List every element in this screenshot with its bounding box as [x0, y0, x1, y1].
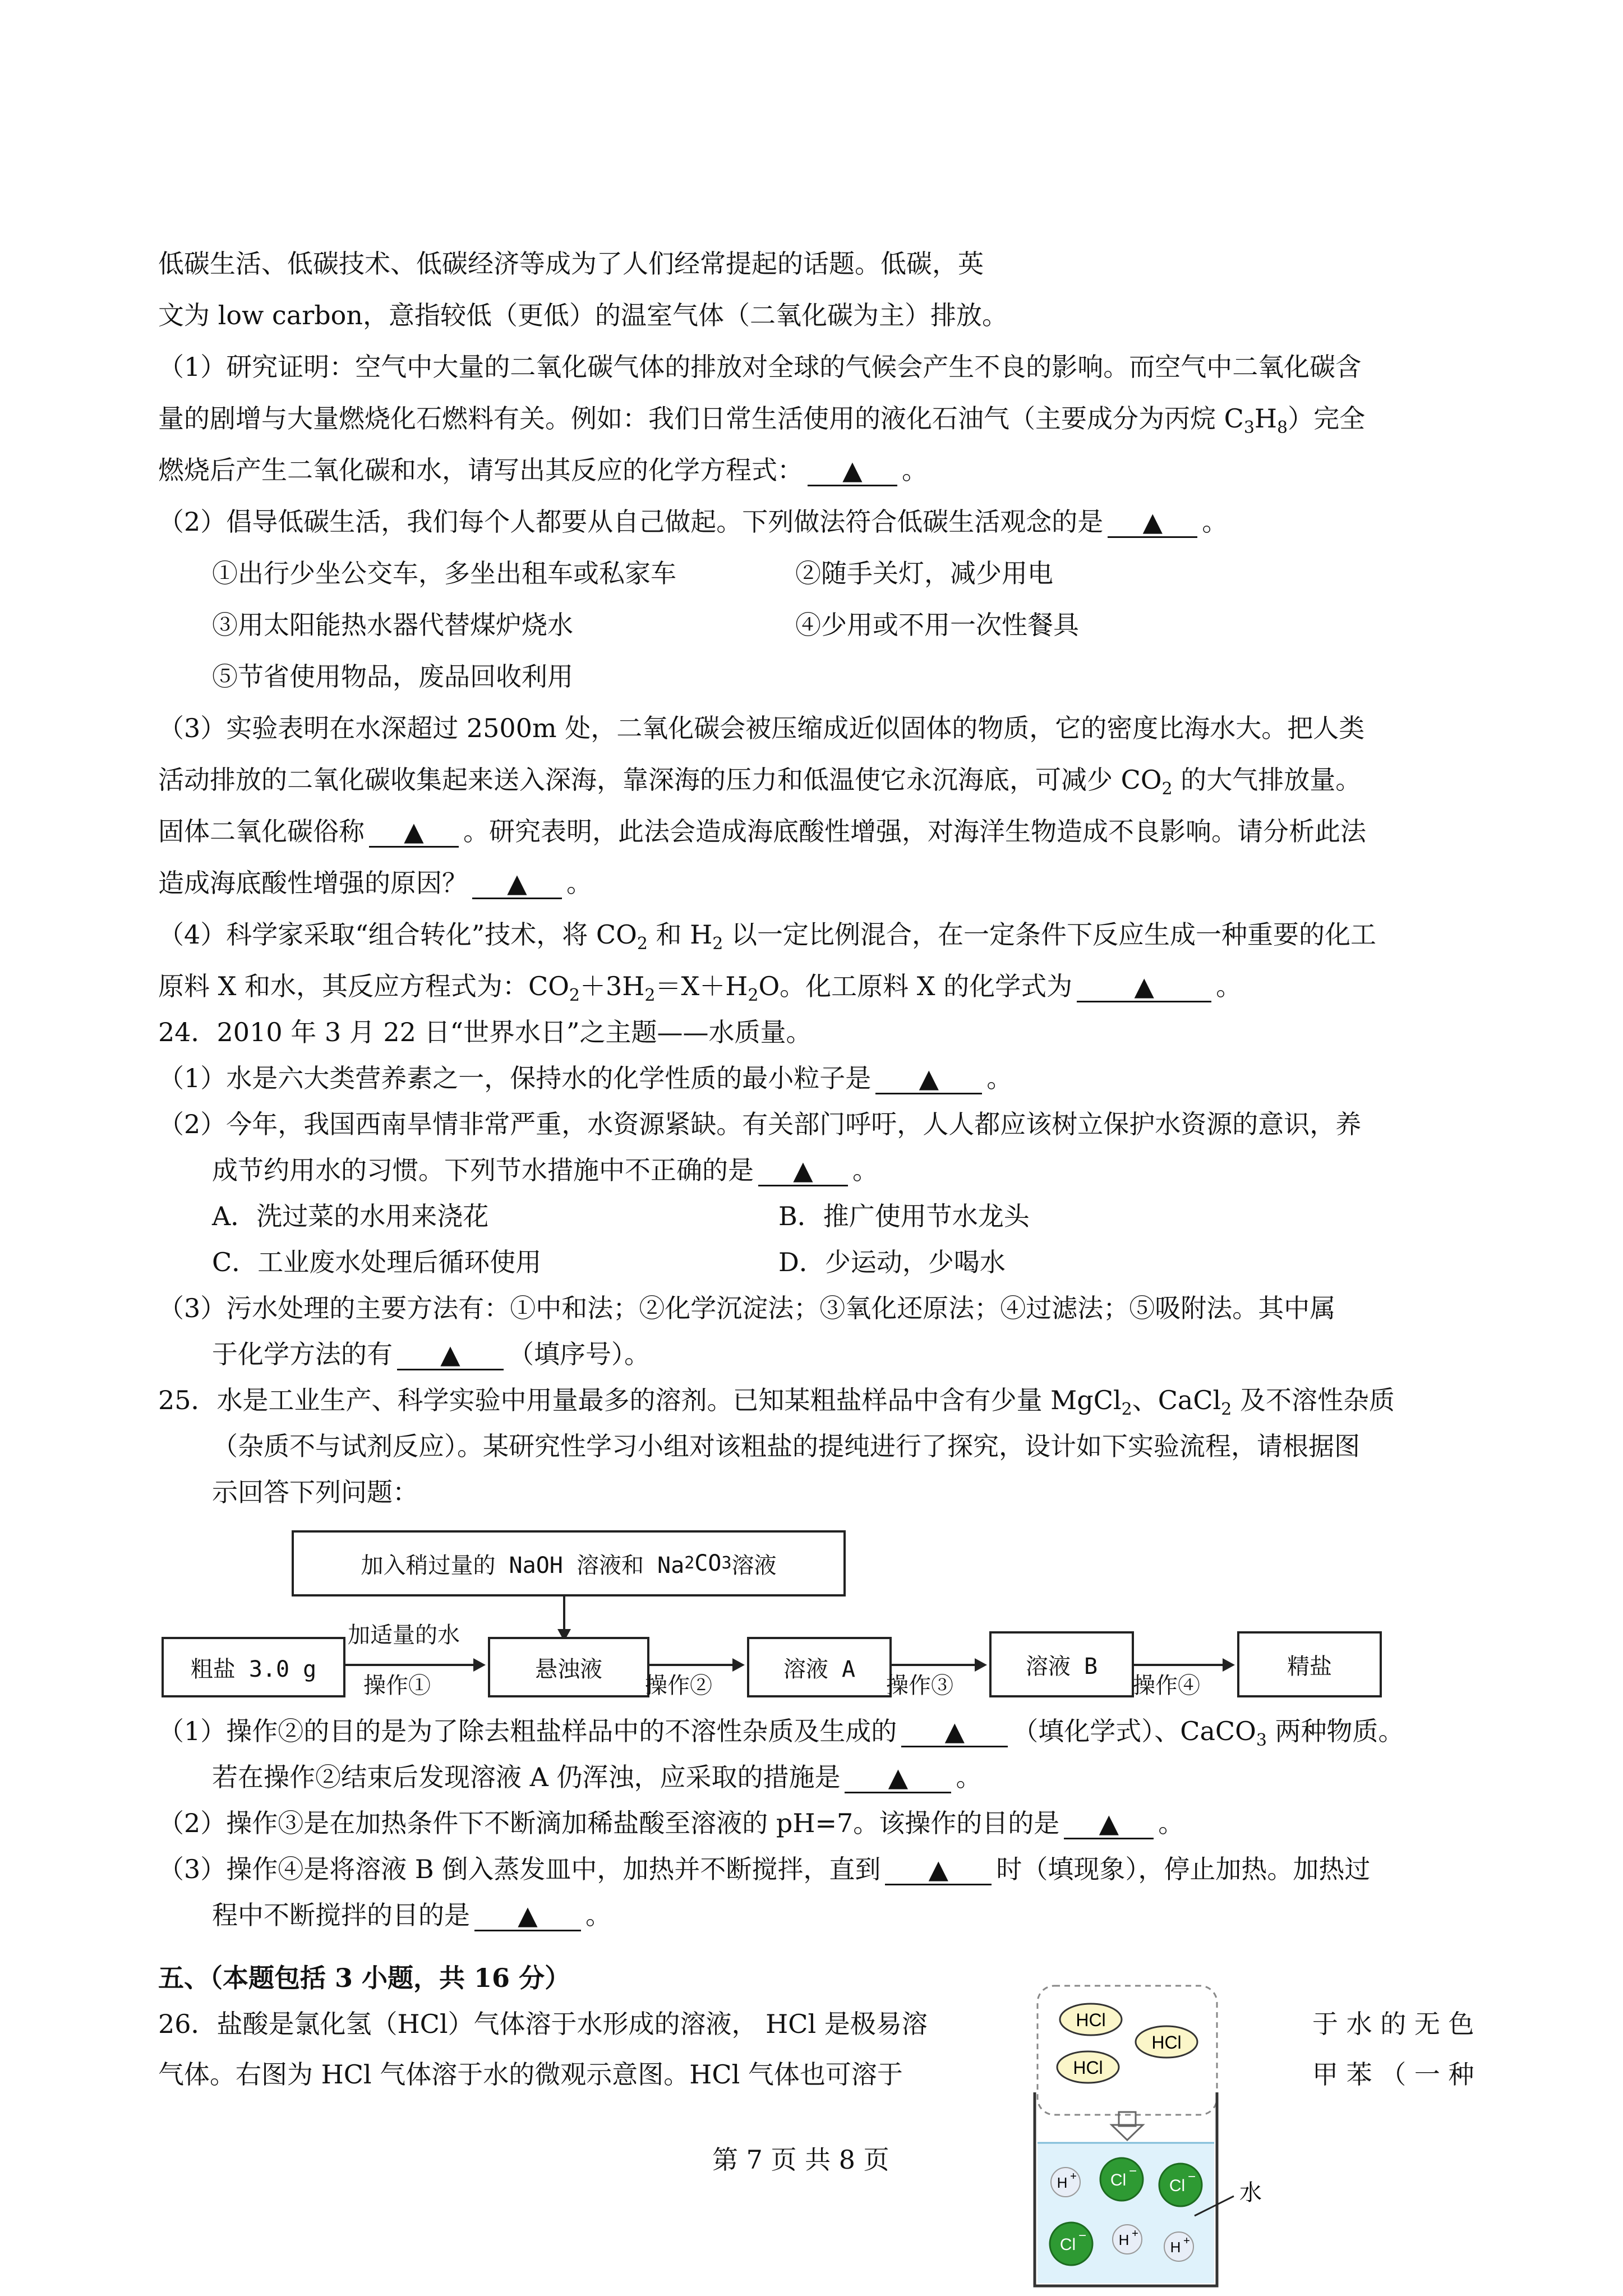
svg-text:+: + [1070, 2170, 1077, 2183]
q25-1-line-2: 若在操作②结束后发现溶液 A 仍浑浊，应采取的措施是 ▲ 。 [212, 1762, 982, 1792]
hcl-molecule [1060, 2004, 1122, 2035]
svg-text:HCl: HCl [1073, 2058, 1103, 2078]
flow-reagent-box: 加入稍过量的 NaOH 溶液和 Na 2 CO 3 溶液 [292, 1530, 846, 1596]
answer-blank[interactable]: ▲ [808, 455, 897, 486]
flow-box-refined-salt: 精盐 [1237, 1631, 1382, 1697]
flow-arrow-3 [889, 1664, 985, 1666]
answer-blank[interactable]: ▲ [885, 1855, 992, 1885]
answer-blank[interactable]: ▲ [758, 1156, 848, 1186]
answer-blank[interactable]: ▲ [1077, 972, 1211, 1002]
h-ion [1113, 2225, 1142, 2254]
q26-line-1-right: 于 水 的 无 色 [1312, 2009, 1474, 2039]
q24-3-line-2: 于化学方法的有 ▲ （填序号）。 [212, 1339, 650, 1369]
q24-1-line: （1）水是六大类营养素之一，保持水的化学性质的最小粒子是 ▲ 。 [158, 1063, 1013, 1093]
answer-blank[interactable]: ▲ [369, 817, 459, 848]
flow-arrow-4 [1132, 1664, 1233, 1666]
q25-3-line-2: 程中不断搅拌的目的是 ▲ 。 [212, 1900, 611, 1930]
q23-1-line-2: 量的剧增与大量燃烧化石燃料有关。例如：我们日常生活使用的液化石油气（主要成分为丙烷 $C_3H_8$）完全 [158, 403, 1366, 438]
q23-4-line-2: 原料 X 和水，其反应方程式为：$CO_2+3H_2=X+H_2O$。化工原料 X 的化学式为 ▲ 。 [158, 971, 1242, 1005]
q25-1-line-1: （1）操作②的目的是为了除去粗盐样品中的不溶性杂质及生成的 ▲ （填化学式）、CaCO$_3$ 两种物质。 [158, 1716, 1404, 1750]
answer-blank[interactable]: ▲ [875, 1064, 982, 1094]
h-ion [1164, 2232, 1193, 2261]
svg-text:H: H [1118, 2231, 1129, 2248]
q26-line-2-right: 甲 苯 （ 一 种 [1312, 2059, 1474, 2090]
hcl-molecule [1057, 2051, 1119, 2083]
svg-text:H: H [1057, 2174, 1068, 2191]
flow-box-crude-salt: 粗盐 3.0 g [162, 1637, 345, 1697]
answer-blank[interactable]: ▲ [397, 1340, 504, 1370]
q23-2-option-2: ②随手关灯，减少用电 [795, 558, 1053, 588]
flow-arrow-2 [647, 1664, 743, 1666]
intro-line-2: 文为 low carbon，意指较低（更低）的温室气体（二氧化碳为主）排放。 [158, 300, 1008, 330]
svg-text:−: − [1128, 2164, 1137, 2179]
water-label: 水 [1239, 2180, 1262, 2205]
h-ion [1051, 2168, 1080, 2197]
cl-ion [1159, 2164, 1202, 2206]
svg-text:−: − [1078, 2228, 1087, 2243]
q23-3-line-4: 造成海底酸性增强的原因？ ▲ 。 [158, 868, 592, 898]
svg-text:+: + [1132, 2228, 1138, 2240]
q25-line-1: 25．水是工业生产、科学实验中用量最多的溶剂。已知某粗盐样品中含有少量 MgCl$_2$、CaCl$_2$ 及不溶性杂质 [158, 1385, 1395, 1419]
q26-line-2-left: 气体。右图为 HCl 气体溶于水的微观示意图。HCl 气体也可溶于 [158, 2059, 903, 2090]
flow-box-solution-a: 溶液 A [747, 1637, 892, 1697]
q23-3-line-1: （3）实验表明在水深超过 2500m 处，二氧化碳会被压缩成近似固体的物质，它的密度比海水大。把人类 [158, 713, 1365, 743]
cl-ion [1100, 2158, 1143, 2201]
flow-arrow-2-label: 操作② [645, 1673, 712, 1699]
flow-arrow-1-top-label: 加适量的水 [348, 1622, 460, 1648]
flow-arrow-3-label: 操作③ [886, 1673, 953, 1699]
q23-1-line-3: 燃烧后产生二氧化碳和水，请写出其反应的化学方程式： ▲ 。 [158, 455, 928, 485]
q24-option-d: D．少运动，少喝水 [778, 1247, 1006, 1277]
svg-text:Cl: Cl [1059, 2235, 1076, 2254]
svg-text:Cl: Cl [1110, 2171, 1127, 2189]
q24-option-b: B．推广使用节水龙头 [778, 1201, 1030, 1231]
q23-4-line-1: （4）科学家采取“组合转化”技术，将 $CO_2$ 和 $H_2$ 以一定比例混合，在一定条件下反应生成一种重要的化工 [158, 919, 1377, 954]
section-5-title: 五、（本题包括 3 小题，共 16 分） [158, 1963, 571, 1993]
q26-line-1-left: 26．盐酸是氯化氢（HCl）气体溶于水形成的溶液， HCl 是极易溶 [158, 2009, 928, 2039]
q23-2-option-1: ①出行少坐公交车，多坐出租车或私家车 [212, 558, 676, 588]
q24-option-a: A．洗过菜的水用来浇花 [212, 1201, 489, 1231]
q24-title: 24．2010 年 3 月 22 日“世界水日”之主题——水质量。 [158, 1017, 812, 1047]
q23-3-line-3: 固体二氧化碳俗称 ▲ 。研究表明，此法会造成海底酸性增强，对海洋生物造成不良影响。请分析此法 [158, 816, 1366, 846]
page-footer: 第 7 页 共 8 页 [712, 2145, 889, 2175]
q23-3-line-2: 活动排放的二氧化碳收集起来送入深海，靠深海的压力和低温使它永沉海底，可减少 $CO_2$ 的大气排放量。 [158, 765, 1362, 799]
q24-3-line-1: （3）污水处理的主要方法有：①中和法；②化学沉淀法；③氧化还原法；④过滤法；⑤吸附法。其中属 [158, 1293, 1336, 1323]
q23-2-option-3: ③用太阳能热水器代替煤炉烧水 [212, 610, 573, 640]
q24-2-line-2: 成节约用水的习惯。下列节水措施中不正确的是 ▲ 。 [212, 1155, 878, 1185]
flow-box-solution-b: 溶液 B [989, 1631, 1134, 1697]
svg-text:Cl: Cl [1169, 2177, 1186, 2195]
answer-blank[interactable]: ▲ [845, 1763, 951, 1793]
answer-blank[interactable]: ▲ [1108, 507, 1197, 538]
hcl-molecule [1136, 2026, 1197, 2058]
svg-text:H: H [1170, 2239, 1181, 2256]
down-arrow-icon [1112, 2112, 1143, 2140]
answer-blank[interactable]: ▲ [1064, 1809, 1154, 1839]
q25-2-line: （2）操作③是在加热条件下不断滴加稀盐酸至溶液的 pH=7。该操作的目的是 ▲ 。 [158, 1808, 1184, 1838]
svg-text:−: − [1187, 2169, 1196, 2184]
q25-line-3: 示回答下列问题： [212, 1477, 418, 1507]
q23-2-line-1: （2）倡导低碳生活，我们每个人都要从自己做起。下列做法符合低碳生活观念的是 ▲ 。 [158, 507, 1228, 537]
q23-1-line-1: （1）研究证明：空气中大量的二氧化碳气体的排放对全球的气候会产生不良的影响。而空气中二氧化碳含 [158, 352, 1362, 382]
answer-blank[interactable]: ▲ [901, 1717, 1008, 1747]
answer-blank[interactable]: ▲ [472, 868, 562, 899]
flow-down-arrow [563, 1594, 565, 1639]
svg-text:HCl: HCl [1151, 2032, 1182, 2053]
flow-arrow-4-label: 操作④ [1133, 1673, 1200, 1699]
svg-text:+: + [1183, 2235, 1190, 2247]
q23-2-option-4: ④少用或不用一次性餐具 [795, 610, 1079, 640]
answer-blank[interactable]: ▲ [474, 1901, 581, 1931]
hcl-dissolving-figure [1026, 1980, 1307, 2294]
q24-2-line-1: （2）今年，我国西南旱情非常严重，水资源紧缺。有关部门呼吁，人人都应该树立保护水资源的意识，养 [158, 1109, 1362, 1139]
intro-line-1: 低碳生活、低碳技术、低碳经济等成为了人们经常提起的话题。低碳，英 [158, 249, 984, 279]
q25-3-line-1: （3）操作④是将溶液 B 倒入蒸发皿中，加热并不断搅拌，直到 ▲ 时（填现象），停止加热。加热过 [158, 1854, 1371, 1884]
cl-ion [1050, 2223, 1092, 2265]
q23-2-option-5: ⑤节省使用物品，废品回收利用 [212, 661, 573, 692]
q24-option-c: C．工业废水处理后循环使用 [212, 1247, 542, 1277]
flow-arrow-1 [343, 1664, 483, 1666]
svg-text:HCl: HCl [1076, 2010, 1106, 2030]
flow-arrow-1-bottom-label: 操作① [363, 1673, 431, 1699]
flow-box-suspension: 悬浊液 [488, 1637, 649, 1697]
q25-line-2: （杂质不与试剂反应）。某研究性学习小组对该粗盐的提纯进行了探究，设计如下实验流程，请根据图 [212, 1431, 1360, 1461]
